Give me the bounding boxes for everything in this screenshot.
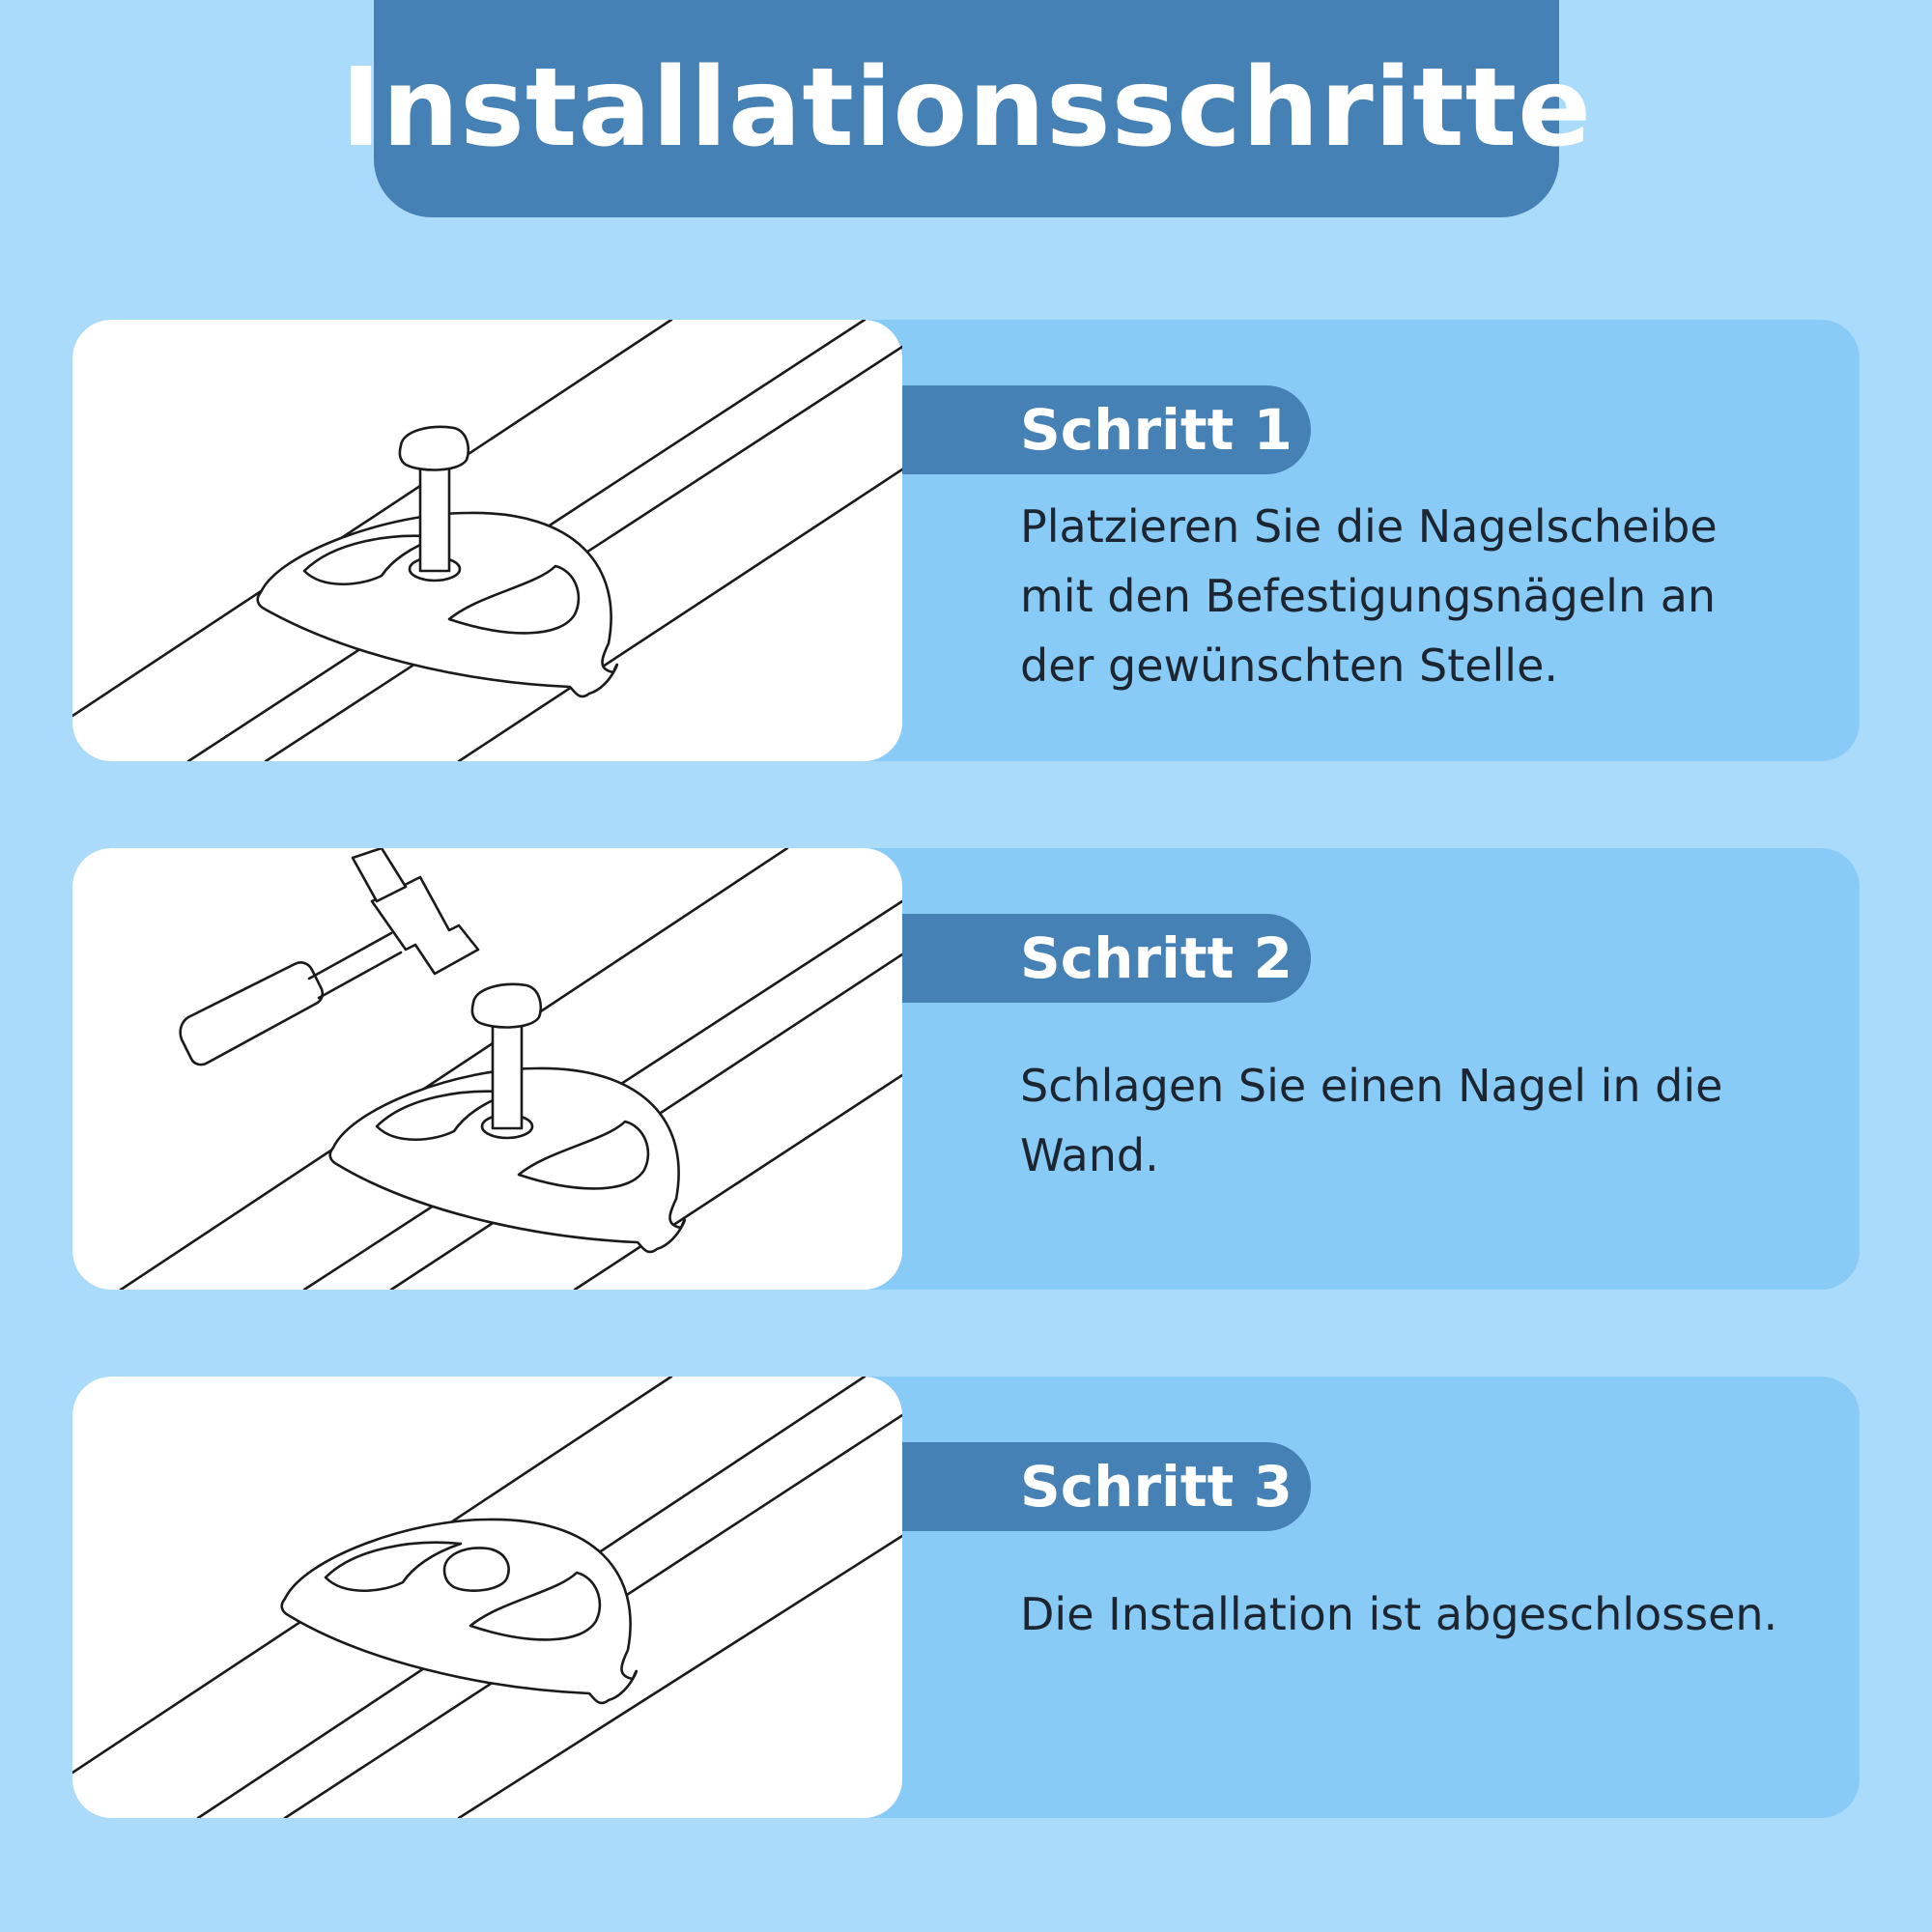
step-3-label: Schritt 3 — [1020, 1454, 1293, 1520]
hammer-nail-plate-icon — [72, 848, 902, 1290]
step-3-illustration — [72, 1377, 902, 1818]
step-3-badge — [902, 1442, 1311, 1531]
step-2-label: Schritt 2 — [1020, 925, 1293, 991]
nail-plate-with-nail-icon — [72, 320, 902, 761]
step-2-illustration — [72, 848, 902, 1290]
step-1-illustration — [72, 320, 902, 761]
step-2-description: Schlagen Sie einen Nagel in die Wand. — [1020, 1060, 1723, 1181]
title-banner — [340, 0, 1593, 217]
step-1-label: Schritt 1 — [1020, 397, 1293, 463]
step-card-2 — [72, 848, 1860, 1290]
step-card-1 — [72, 320, 1860, 761]
step-1-description: Platzieren Sie die Nagelscheibe mit den Befestigungsnägeln an der gewünschten Stelle. — [1020, 500, 1718, 692]
step-1-badge — [902, 385, 1311, 474]
step-3-description: Die Installation ist abgeschlossen. — [1020, 1588, 1778, 1640]
step-card-3 — [72, 1377, 1860, 1818]
page-title: Installationsschritte — [340, 45, 1593, 171]
installed-nail-plate-icon — [72, 1377, 902, 1818]
step-2-badge — [902, 914, 1311, 1003]
